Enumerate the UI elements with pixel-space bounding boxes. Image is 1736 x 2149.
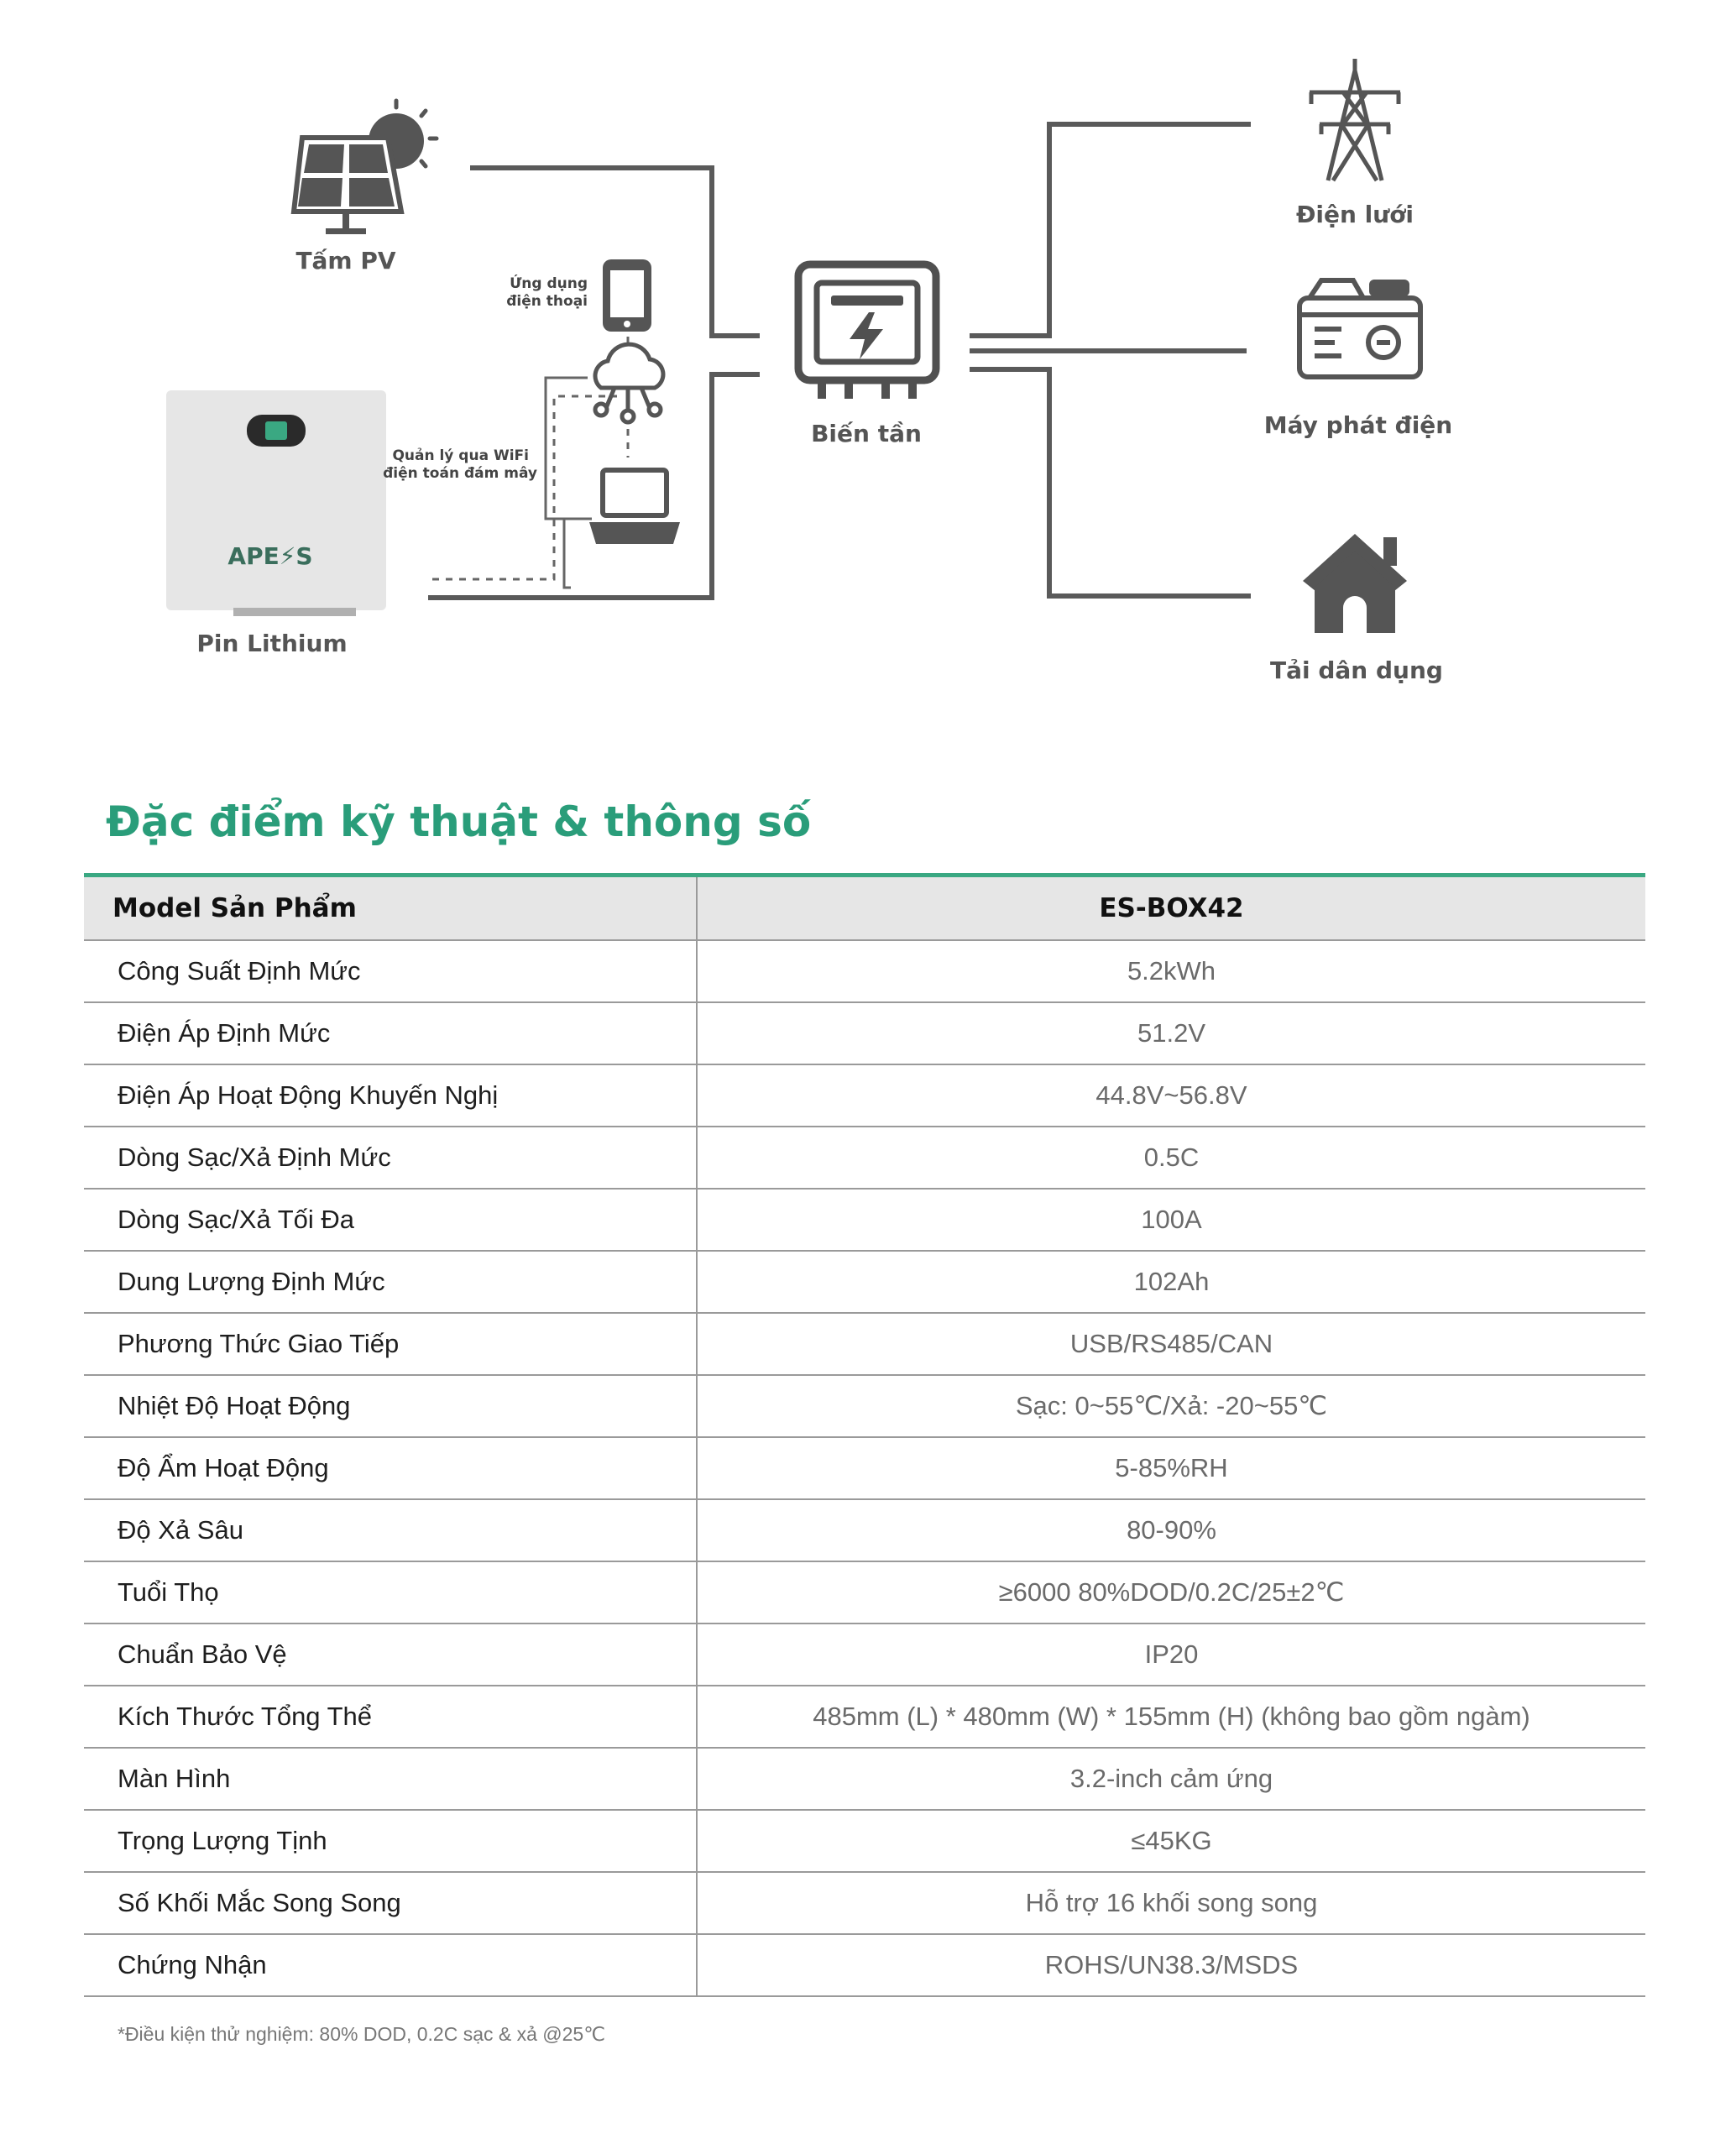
row-value: 3.2-inch cảm ứng [697,1748,1645,1810]
row-value: ≤45KG [697,1810,1645,1872]
row-label: Nhiệt Độ Hoạt Động [84,1375,697,1437]
row-label: Màn Hình [84,1748,697,1810]
cloud-label-line2: điện toán đám mây [383,465,537,482]
table-row [84,1313,1645,1375]
table-row [84,1748,1645,1810]
row-label: Độ Ẩm Hoạt Động [84,1437,697,1499]
grid-label: Điện lưới [1295,201,1414,228]
row-value: ROHS/UN38.3/MSDS [697,1934,1645,1996]
row-value: 51.2V [697,1002,1645,1064]
phone-app-label-line2: điện thoại [506,293,588,310]
generator-label: Máy phát điện [1263,411,1453,439]
table-row [84,1437,1645,1499]
table-row [84,1686,1645,1748]
row-value: IP20 [697,1624,1645,1686]
header-label: Model Sản Phẩm [84,876,697,941]
solar-panel-icon [294,101,437,234]
cloud-label-line1: Quản lý qua WiFi [392,447,529,464]
generator-icon [1299,280,1420,377]
row-label: Dòng Sạc/Xả Định Mức [84,1127,697,1189]
table-row [84,1561,1645,1624]
row-value: 102Ah [697,1251,1645,1313]
row-label: Độ Xả Sâu [84,1499,697,1561]
row-label: Trọng Lượng Tịnh [84,1810,697,1872]
row-value: 5.2kWh [697,940,1645,1002]
row-value: 44.8V~56.8V [697,1064,1645,1127]
row-label: Công Suất Định Mức [84,940,697,1002]
header-model: ES-BOX42 [697,876,1645,941]
row-label: Phương Thức Giao Tiếp [84,1313,697,1375]
spec-table [84,873,1645,1997]
phone-icon [603,259,651,332]
table-row [84,1251,1645,1313]
row-label: Điện Áp Hoạt Động Khuyến Nghị [84,1064,697,1127]
table-row [84,1624,1645,1686]
inverter-icon [798,264,936,399]
phone-app-label-line1: Ứng dụng [510,275,588,292]
house-icon [1303,534,1407,633]
row-label: Điện Áp Định Mức [84,1002,697,1064]
row-value: 0.5C [697,1127,1645,1189]
table-row [84,1810,1645,1872]
table-row [84,1127,1645,1189]
row-label: Chứng Nhận [84,1934,697,1996]
table-row [84,1064,1645,1127]
row-label: Chuẩn Bảo Vệ [84,1624,697,1686]
row-label: Tuổi Thọ [84,1561,697,1624]
row-value: Sạc: 0~55℃/Xả: -20~55℃ [697,1375,1645,1437]
table-header-row [84,876,1645,941]
row-label: Dung Lượng Định Mức [84,1251,697,1313]
row-value: ≥6000 80%DOD/0.2C/25±2℃ [697,1561,1645,1624]
battery-label: Pin Lithium [196,630,348,657]
laptop-icon [589,470,680,544]
row-value: 80-90% [697,1499,1645,1561]
battery-brand-logo: APE⚡S [227,542,313,570]
table-row [84,1499,1645,1561]
transmission-tower-icon [1310,59,1400,180]
row-value: USB/RS485/CAN [697,1313,1645,1375]
battery-unit [166,390,386,616]
row-value: 485mm (L) * 480mm (W) * 155mm (H) (không bao gồm ngàm) [697,1686,1645,1748]
row-label: Số Khối Mắc Song Song [84,1872,697,1934]
table-row [84,1872,1645,1934]
row-value: 5-85%RH [697,1437,1645,1499]
row-label: Dòng Sạc/Xả Tối Đa [84,1189,697,1251]
cloud-network-icon [595,344,663,422]
table-row [84,1934,1645,1996]
system-diagram [0,0,1736,739]
row-label: Kích Thước Tổng Thể [84,1686,697,1748]
pv-label: Tấm PV [295,247,396,275]
wifi-solid-bracket [546,378,592,588]
table-row [84,1375,1645,1437]
specs-title: Đặc điểm kỹ thuật & thông số [106,797,812,846]
row-value: Hỗ trợ 16 khối song song [697,1872,1645,1934]
test-conditions-footnote: *Điều kiện thử nghiệm: 80% DOD, 0.2C sạc & xả @25℃ [118,2023,606,2045]
inverter-label: Biến tần [811,420,922,447]
table-row [84,940,1645,1002]
table-row [84,1002,1645,1064]
row-value: 100A [697,1189,1645,1251]
load-label: Tải dân dụng [1270,656,1443,684]
table-row [84,1189,1645,1251]
